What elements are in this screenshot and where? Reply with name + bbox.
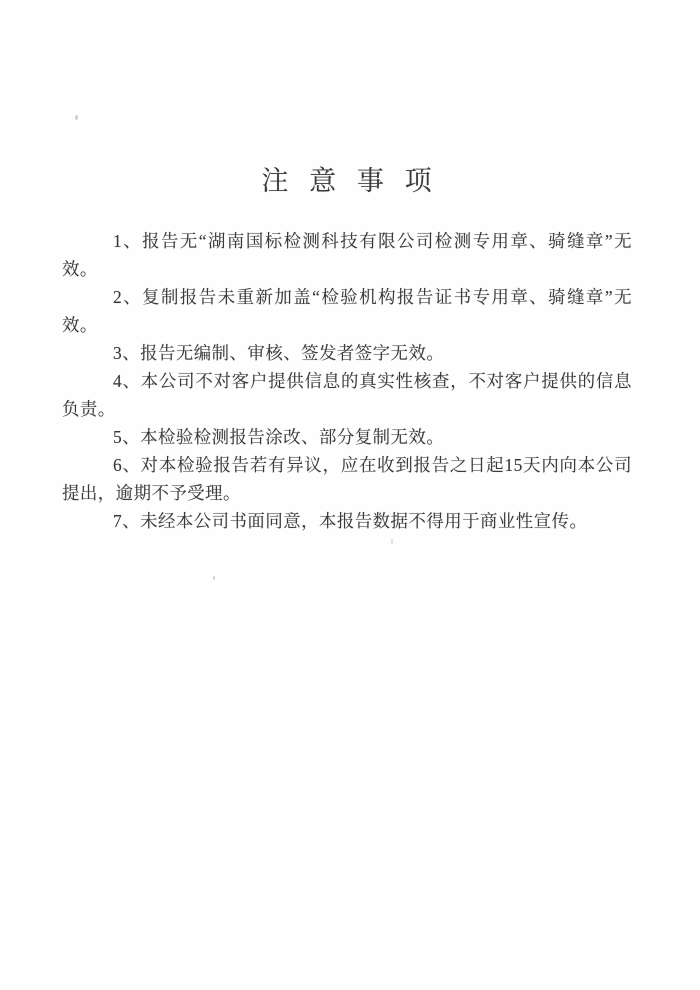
scan-speck	[391, 539, 393, 544]
notice-item-6: 6、对本检验报告若有异议，应在收到报告之日起15天内向本公司提出，逾期不予受理。	[62, 455, 632, 503]
notice-item-2: 2、复制报告未重新加盖“检验机构报告证书专用章、骑缝章”无效。	[62, 287, 632, 335]
notice-item-5: 5、本检验检测报告涂改、部分复制无效。	[113, 427, 445, 447]
scan-speck	[75, 115, 78, 120]
page-title: 注 意 事 项	[261, 166, 439, 196]
notice-item-7: 7、未经本公司书面同意，本报告数据不得用于商业性宣传。	[113, 511, 588, 531]
notice-item-4: 4、本公司不对客户提供信息的真实性核查，不对客户提供的信息负责。	[62, 371, 632, 419]
notice-item-1: 1、报告无“湖南国标检测科技有限公司检测专用章、骑缝章”无效。	[62, 231, 632, 279]
notice-item-3: 3、报告无编制、审核、签发者签字无效。	[113, 343, 445, 363]
notice-list	[62, 227, 632, 535]
scan-speck	[213, 576, 215, 580]
